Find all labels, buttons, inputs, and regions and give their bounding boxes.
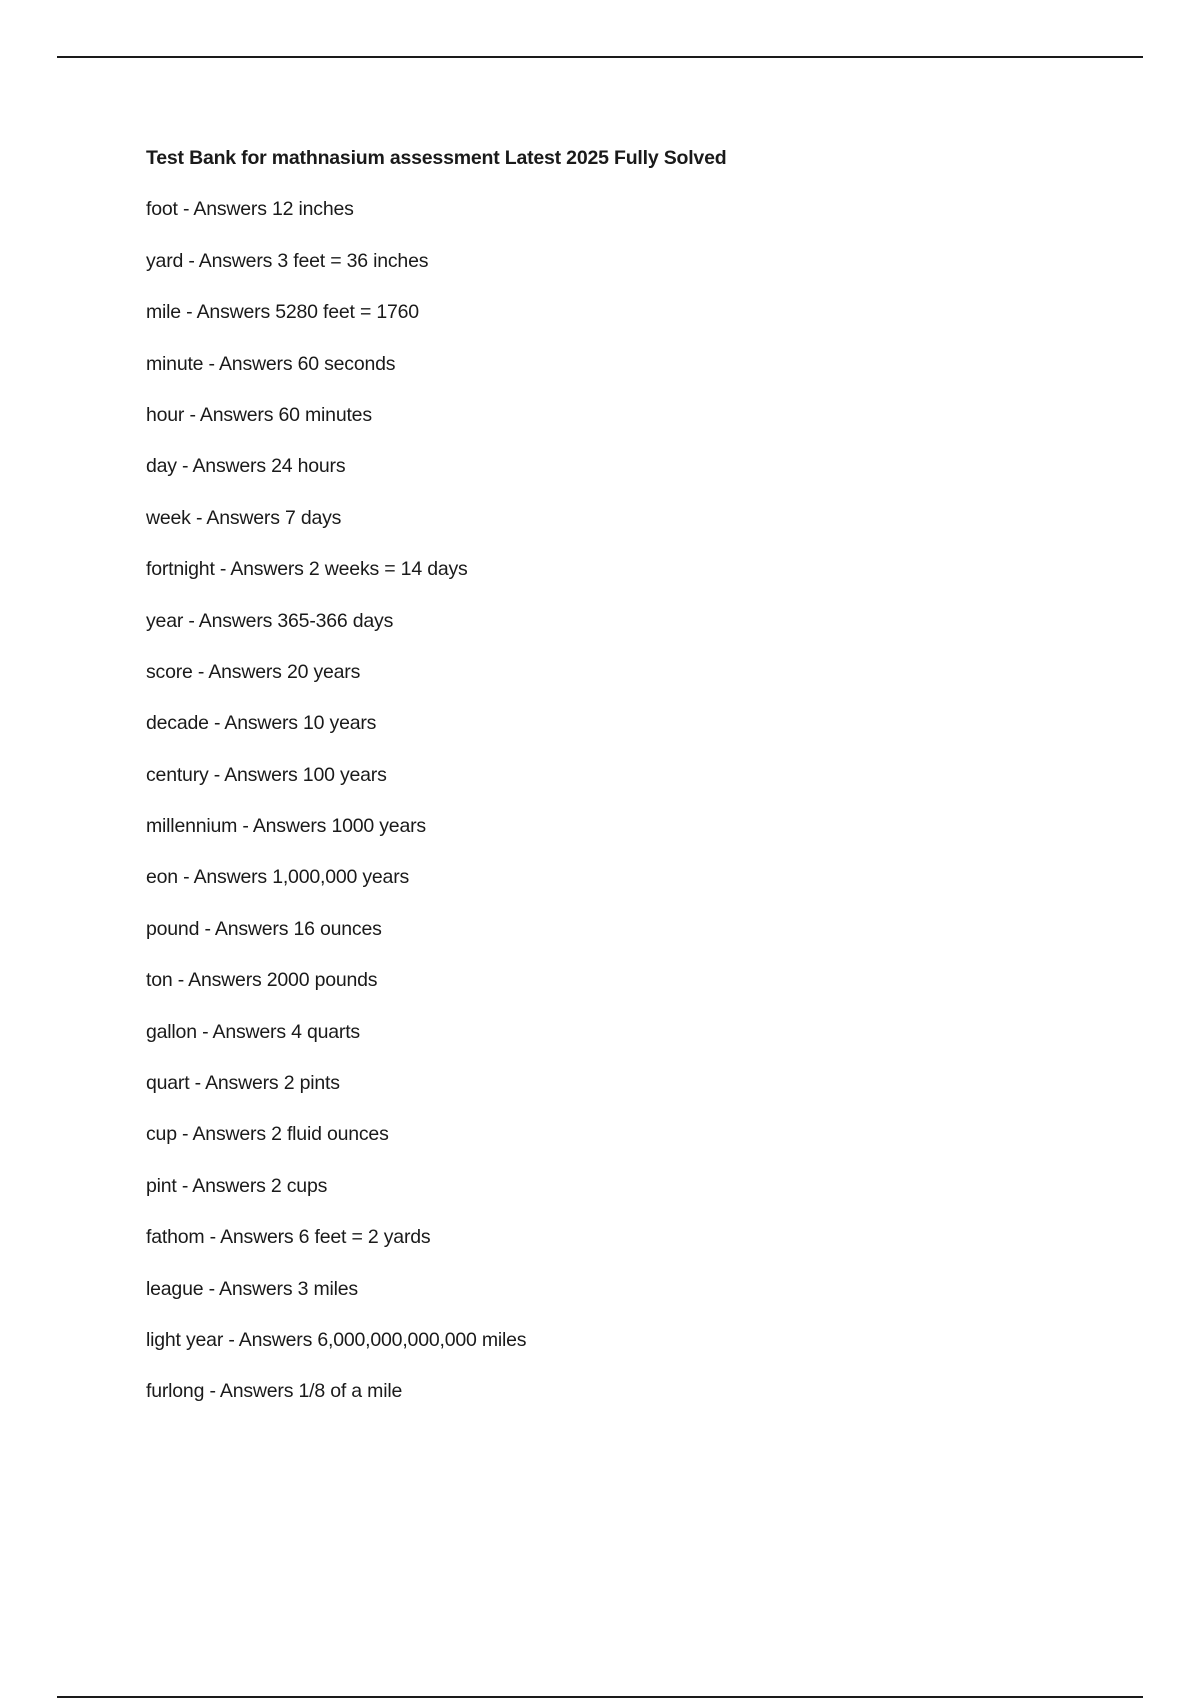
item-answer: 2 cups <box>270 1174 328 1197</box>
item-term: week <box>146 506 191 529</box>
list-item <box>146 660 1106 684</box>
list-item <box>146 763 1106 787</box>
item-separator: - Answers <box>214 558 309 581</box>
item-separator: - Answers <box>172 969 267 992</box>
list-item <box>146 865 1106 889</box>
item-answer: 60 minutes <box>278 403 372 426</box>
item-term: year <box>146 609 184 632</box>
item-answer: 20 years <box>286 660 361 683</box>
item-term: century <box>146 763 209 786</box>
item-term: gallon <box>146 1020 197 1043</box>
item-answer: 10 years <box>303 712 377 735</box>
list-item <box>146 968 1106 992</box>
item-term: day <box>146 455 177 478</box>
list-item <box>146 249 1106 273</box>
item-separator: - Answers <box>203 352 298 375</box>
item-answer: 6,000,000,000,000 miles <box>317 1328 527 1351</box>
item-term: pound <box>146 917 200 940</box>
item-answer: 4 quarts <box>291 1020 360 1043</box>
list-item <box>146 403 1106 427</box>
list-item <box>146 1328 1106 1352</box>
document-title: Test Bank for mathnasium assessment Latest 2025 Fully Solved <box>146 147 727 169</box>
item-answer: 1,000,000 years <box>272 866 410 889</box>
item-separator: - Answers <box>189 1072 284 1095</box>
item-separator: - Answers <box>203 1277 298 1300</box>
list-item <box>146 300 1106 324</box>
list-item <box>146 557 1106 581</box>
item-separator: - Answers <box>208 763 303 786</box>
item-term: mile <box>146 301 181 324</box>
item-answer: 7 days <box>284 506 342 529</box>
item-separator: - Answers <box>199 917 294 940</box>
item-separator: - Answers <box>177 866 273 889</box>
item-answer: 12 inches <box>271 198 354 221</box>
list-item <box>146 1174 1106 1198</box>
item-term: minute <box>146 352 204 375</box>
item-term: pint <box>146 1174 177 1197</box>
item-term: ton <box>146 969 173 992</box>
item-answer: 24 hours <box>271 455 346 478</box>
item-separator: - Answers <box>223 1328 318 1351</box>
bottom-rule <box>57 1696 1143 1698</box>
item-term: fortnight <box>146 558 215 581</box>
item-term: hour <box>146 403 185 426</box>
item-answer: 3 miles <box>297 1277 358 1300</box>
list-item <box>146 197 1106 221</box>
item-separator: - Answers <box>190 506 285 529</box>
list-item <box>146 609 1106 633</box>
item-separator: - Answers <box>204 1226 299 1249</box>
list-item <box>146 1122 1106 1146</box>
item-answer: 100 years <box>302 763 387 786</box>
item-separator: - Answers <box>183 249 278 272</box>
item-separator: - Answers <box>183 609 278 632</box>
item-separator: - Answers <box>176 1174 271 1197</box>
item-answer: 2 fluid ounces <box>271 1123 389 1146</box>
item-answer: 1/8 of a mile <box>298 1380 403 1403</box>
item-term: fathom <box>146 1226 205 1249</box>
item-term: foot <box>146 198 178 221</box>
list-item <box>146 814 1106 838</box>
item-separator: - Answers <box>208 712 304 735</box>
item-answer: 2000 pounds <box>266 969 378 992</box>
item-separator: - Answers <box>196 1020 292 1043</box>
item-answer: 3 feet = 36 inches <box>277 249 429 272</box>
item-answer: 16 ounces <box>293 917 382 940</box>
item-separator: - Answers <box>177 198 272 221</box>
list-item <box>146 1071 1106 1095</box>
list-item <box>146 1379 1106 1403</box>
item-answer: 365-366 days <box>277 609 394 632</box>
item-term: eon <box>146 866 178 889</box>
list-item <box>146 1020 1106 1044</box>
item-separator: - Answers <box>237 815 332 838</box>
item-term: score <box>146 660 193 683</box>
item-term: light year <box>146 1328 224 1351</box>
item-term: yard <box>146 249 184 272</box>
item-answer: 5280 feet = 1760 <box>275 301 419 324</box>
item-answer: 60 seconds <box>297 352 396 375</box>
list-item <box>146 506 1106 530</box>
item-separator: - Answers <box>180 301 276 324</box>
item-answer: 1000 years <box>331 815 426 838</box>
list-item <box>146 1277 1106 1301</box>
list-item <box>146 352 1106 376</box>
item-separator: - Answers <box>184 403 279 426</box>
item-separator: - Answers <box>176 1123 272 1146</box>
list-item <box>146 711 1106 735</box>
item-term: quart <box>146 1072 190 1095</box>
list-item <box>146 917 1106 941</box>
item-separator: - Answers <box>176 455 272 478</box>
item-term: decade <box>146 712 209 735</box>
document-body <box>146 146 1106 1403</box>
item-term: millennium <box>146 815 238 838</box>
item-answer: 2 pints <box>283 1072 340 1095</box>
item-term: furlong <box>146 1380 205 1403</box>
item-separator: - Answers <box>204 1380 299 1403</box>
item-term: cup <box>146 1123 177 1146</box>
answer-list <box>146 197 1106 1403</box>
item-term: league <box>146 1277 204 1300</box>
list-item <box>146 454 1106 478</box>
item-answer: 2 weeks = 14 days <box>308 558 468 581</box>
item-separator: - Answers <box>192 660 287 683</box>
list-item <box>146 1225 1106 1249</box>
top-rule <box>57 56 1143 58</box>
item-answer: 6 feet = 2 yards <box>298 1226 431 1249</box>
